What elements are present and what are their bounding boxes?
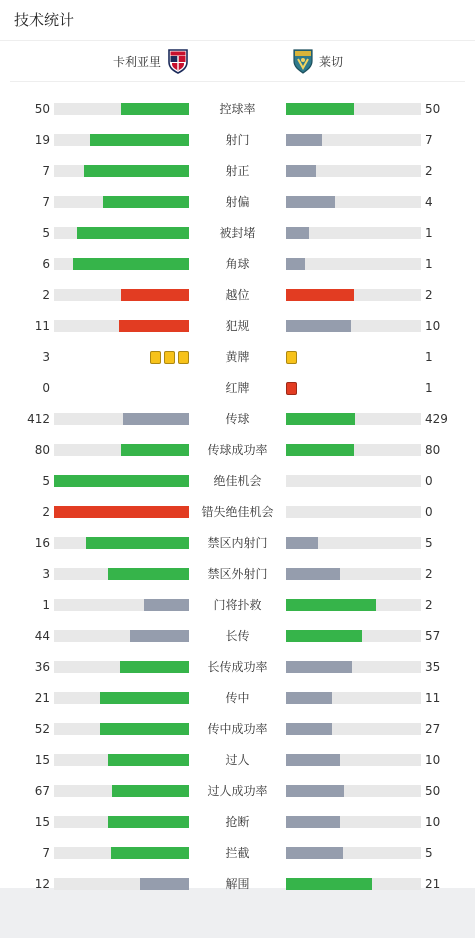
home-stat-bar-fill — [140, 878, 189, 890]
home-stat-bar — [54, 847, 189, 859]
home-stat-bar — [54, 227, 189, 239]
away-stat-bar — [286, 878, 421, 890]
stat-label: 射门 — [225, 133, 250, 147]
stat-row — [0, 620, 475, 651]
away-stat-bar-fill — [286, 196, 335, 208]
home-stat-bar-fill — [111, 847, 189, 859]
stat-row — [0, 682, 475, 713]
home-stat-bar — [54, 537, 189, 549]
stat-label: 角球 — [225, 257, 250, 271]
away-stat-bar-fill — [286, 413, 355, 425]
stat-row — [0, 651, 475, 682]
away-stat-bar-fill — [286, 847, 343, 859]
away-stat-bar-fill — [286, 289, 354, 301]
stat-label: 传球 — [225, 412, 250, 426]
away-stat-bar — [286, 506, 421, 518]
stat-label: 传中成功率 — [207, 722, 268, 736]
stat-row — [0, 217, 475, 248]
away-stat-bar — [286, 568, 421, 580]
home-stat-value: 15 — [34, 753, 50, 767]
home-stat-bar-fill — [112, 785, 189, 797]
away-stat-value: 429 — [425, 412, 448, 426]
stat-row — [0, 310, 475, 341]
away-stat-value: 2 — [425, 598, 433, 612]
stat-label: 长传 — [225, 629, 250, 643]
home-stat-bar-fill — [121, 289, 189, 301]
away-stat-bar — [286, 475, 421, 487]
home-stat-value: 5 — [42, 226, 50, 240]
home-stat-bar — [54, 475, 189, 487]
home-stat-value: 6 — [42, 257, 50, 271]
stat-row — [0, 434, 475, 465]
away-stat-bar — [286, 103, 421, 115]
home-stat-bar-fill — [123, 413, 189, 425]
stat-row — [0, 496, 475, 527]
away-stat-value: 2 — [425, 567, 433, 581]
stat-label: 犯规 — [225, 319, 250, 333]
home-stat-value: 412 — [27, 412, 50, 426]
home-stat-bar — [54, 568, 189, 580]
stat-label: 绝佳机会 — [213, 474, 262, 488]
home-stat-bar — [54, 134, 189, 146]
stat-row — [0, 372, 475, 403]
stat-row — [0, 713, 475, 744]
home-stat-bar-fill — [84, 165, 189, 177]
away-stat-bar-fill — [286, 537, 318, 549]
stat-row — [0, 775, 475, 806]
away-stat-value: 4 — [425, 195, 433, 209]
away-stat-value: 1 — [425, 350, 433, 364]
away-stat-value: 50 — [425, 102, 441, 116]
stat-row — [0, 806, 475, 837]
away-stat-bar-fill — [286, 134, 322, 146]
home-stat-value: 12 — [34, 877, 50, 891]
yellow-card-icon — [150, 351, 161, 364]
stat-row — [0, 465, 475, 496]
away-stat-bar — [286, 785, 421, 797]
stat-label: 黄牌 — [225, 350, 250, 364]
stat-label: 抢断 — [225, 815, 250, 829]
stat-label: 射偏 — [225, 195, 250, 209]
stat-row — [0, 93, 475, 124]
home-stat-bar-fill — [108, 754, 189, 766]
stat-label: 传中 — [225, 691, 250, 705]
away-stat-value: 10 — [425, 815, 441, 829]
away-stat-bar — [286, 258, 421, 270]
away-stat-value: 50 — [425, 784, 441, 798]
yellow-card-icon — [286, 351, 297, 364]
away-stat-bar — [286, 847, 421, 859]
stat-label: 传球成功率 — [207, 443, 268, 457]
away-stat-value: 10 — [425, 319, 441, 333]
away-stat-value: 2 — [425, 164, 433, 178]
home-team-crest-icon[interactable] — [167, 48, 189, 74]
away-stat-bar — [286, 754, 421, 766]
home-stat-bar-fill — [108, 816, 189, 828]
away-stat-bar-fill — [286, 661, 352, 673]
home-stat-value: 67 — [34, 784, 50, 798]
stat-row — [0, 558, 475, 589]
away-stat-bar — [286, 413, 421, 425]
stat-label: 禁区外射门 — [207, 567, 268, 581]
stat-row — [0, 248, 475, 279]
away-stat-bar-fill — [286, 692, 332, 704]
away-stat-bar-fill — [286, 103, 354, 115]
home-stat-value: 2 — [42, 505, 50, 519]
home-stat-bar — [54, 103, 189, 115]
home-stat-bar-fill — [121, 444, 189, 456]
red-card-icon — [286, 382, 297, 395]
stat-label: 越位 — [225, 288, 250, 302]
away-cards — [286, 351, 297, 364]
away-stat-bar-fill — [286, 878, 372, 890]
away-stat-bar — [286, 630, 421, 642]
away-stat-value: 21 — [425, 877, 441, 891]
away-stat-value: 7 — [425, 133, 433, 147]
teams-header — [10, 41, 465, 82]
home-stat-bar-fill — [73, 258, 189, 270]
away-stat-bar-fill — [286, 320, 351, 332]
home-stat-bar — [54, 599, 189, 611]
home-stat-value: 3 — [42, 350, 50, 364]
away-stat-value: 2 — [425, 288, 433, 302]
home-stat-bar-fill — [77, 227, 189, 239]
away-stat-bar — [286, 661, 421, 673]
home-stat-value: 7 — [42, 195, 50, 209]
away-stat-bar — [286, 320, 421, 332]
stat-label: 红牌 — [225, 381, 250, 395]
away-cards — [286, 382, 297, 395]
stat-label: 控球率 — [219, 102, 256, 116]
home-stat-bar-fill — [121, 103, 189, 115]
away-stat-bar — [286, 444, 421, 456]
home-stat-bar-fill — [86, 537, 189, 549]
away-stat-value: 10 — [425, 753, 441, 767]
home-stat-value: 3 — [42, 567, 50, 581]
away-stat-bar-fill — [286, 568, 340, 580]
home-stat-value: 7 — [42, 164, 50, 178]
away-stat-bar-fill — [286, 165, 316, 177]
stat-row — [0, 589, 475, 620]
home-stat-bar — [54, 630, 189, 642]
away-team-crest-icon[interactable] — [292, 48, 314, 74]
away-stat-bar-fill — [286, 785, 344, 797]
home-stat-bar — [54, 816, 189, 828]
home-stat-bar-fill — [130, 630, 189, 642]
away-stat-value: 5 — [425, 846, 433, 860]
away-stat-bar-fill — [286, 258, 305, 270]
away-stat-value: 11 — [425, 691, 441, 705]
home-cards — [150, 351, 189, 364]
stat-row — [0, 124, 475, 155]
stat-row — [0, 744, 475, 775]
stat-label: 过人成功率 — [207, 784, 268, 798]
away-stat-bar — [286, 692, 421, 704]
away-stat-bar — [286, 227, 421, 239]
away-stat-bar — [286, 723, 421, 735]
away-stat-bar — [286, 289, 421, 301]
away-stat-value: 0 — [425, 505, 433, 519]
stat-label: 解围 — [225, 877, 250, 891]
stat-row — [0, 186, 475, 217]
yellow-card-icon — [178, 351, 189, 364]
home-stat-value: 16 — [34, 536, 50, 550]
stat-row — [0, 155, 475, 186]
home-stat-value: 0 — [42, 381, 50, 395]
home-stat-value: 44 — [34, 629, 50, 643]
away-stat-value: 1 — [425, 257, 433, 271]
away-stat-value: 5 — [425, 536, 433, 550]
away-stat-value: 35 — [425, 660, 441, 674]
home-stat-bar — [54, 785, 189, 797]
away-stat-bar-fill — [286, 444, 354, 456]
stat-label: 错失绝佳机会 — [201, 505, 274, 519]
stat-label: 门将扑救 — [213, 598, 262, 612]
home-stat-bar — [54, 196, 189, 208]
away-stat-bar — [286, 196, 421, 208]
stat-row — [0, 527, 475, 558]
page-title: 技术统计 — [14, 11, 75, 29]
home-stat-bar — [54, 878, 189, 890]
home-stat-bar-fill — [100, 692, 189, 704]
home-stat-bar-fill — [144, 599, 189, 611]
home-stat-value: 80 — [34, 443, 50, 457]
stat-row — [0, 403, 475, 434]
stat-row — [0, 341, 475, 372]
home-stat-value: 36 — [34, 660, 50, 674]
yellow-card-icon — [164, 351, 175, 364]
stat-label: 过人 — [225, 753, 250, 767]
away-stat-bar-fill — [286, 754, 340, 766]
home-stat-value: 52 — [34, 722, 50, 736]
away-stat-bar-fill — [286, 630, 362, 642]
stat-label: 拦截 — [225, 846, 250, 860]
home-team-name[interactable]: 卡利亚里 — [112, 55, 161, 69]
stat-row — [0, 279, 475, 310]
away-stat-value: 0 — [425, 474, 433, 488]
stat-row — [0, 868, 475, 899]
home-stat-bar-fill — [54, 475, 189, 487]
home-stat-bar — [54, 320, 189, 332]
away-stat-bar — [286, 537, 421, 549]
stat-row — [0, 837, 475, 868]
stat-label: 射正 — [225, 164, 250, 178]
away-stat-bar-fill — [286, 723, 332, 735]
home-stat-value: 7 — [42, 846, 50, 860]
away-stat-value: 57 — [425, 629, 441, 643]
home-stat-value: 1 — [42, 598, 50, 612]
away-stat-bar-fill — [286, 227, 309, 239]
home-stat-bar-fill — [119, 320, 189, 332]
away-stat-bar — [286, 165, 421, 177]
home-stat-bar — [54, 413, 189, 425]
home-stat-value: 21 — [34, 691, 50, 705]
home-stat-bar — [54, 506, 189, 518]
away-stat-bar — [286, 816, 421, 828]
away-stat-value: 1 — [425, 381, 433, 395]
away-team-name[interactable]: 莱切 — [319, 55, 344, 69]
home-stat-value: 50 — [34, 102, 50, 116]
home-stat-bar — [54, 723, 189, 735]
away-stat-value: 80 — [425, 443, 441, 457]
away-stat-bar-fill — [286, 599, 376, 611]
home-stat-bar-fill — [103, 196, 189, 208]
home-stat-bar — [54, 289, 189, 301]
away-stat-bar — [286, 134, 421, 146]
home-stat-bar-fill — [54, 506, 189, 518]
home-stat-value: 19 — [34, 133, 50, 147]
home-stat-bar — [54, 692, 189, 704]
away-stat-bar — [286, 599, 421, 611]
away-stat-value: 27 — [425, 722, 441, 736]
header — [0, 0, 475, 41]
home-stat-bar — [54, 444, 189, 456]
home-stat-value: 5 — [42, 474, 50, 488]
home-stat-bar — [54, 661, 189, 673]
home-stat-value: 2 — [42, 288, 50, 302]
home-stat-bar — [54, 258, 189, 270]
home-stat-bar-fill — [108, 568, 189, 580]
home-stat-bar-fill — [100, 723, 189, 735]
stat-label: 禁区内射门 — [207, 536, 268, 550]
home-stat-bar-fill — [120, 661, 189, 673]
away-stat-bar-fill — [286, 816, 340, 828]
stat-label: 被封堵 — [219, 226, 256, 240]
away-stat-value: 1 — [425, 226, 433, 240]
home-stat-bar — [54, 754, 189, 766]
home-stat-value: 15 — [34, 815, 50, 829]
home-stat-bar — [54, 165, 189, 177]
home-stat-bar-fill — [90, 134, 189, 146]
stat-label: 长传成功率 — [207, 660, 268, 674]
home-stat-value: 11 — [34, 319, 50, 333]
